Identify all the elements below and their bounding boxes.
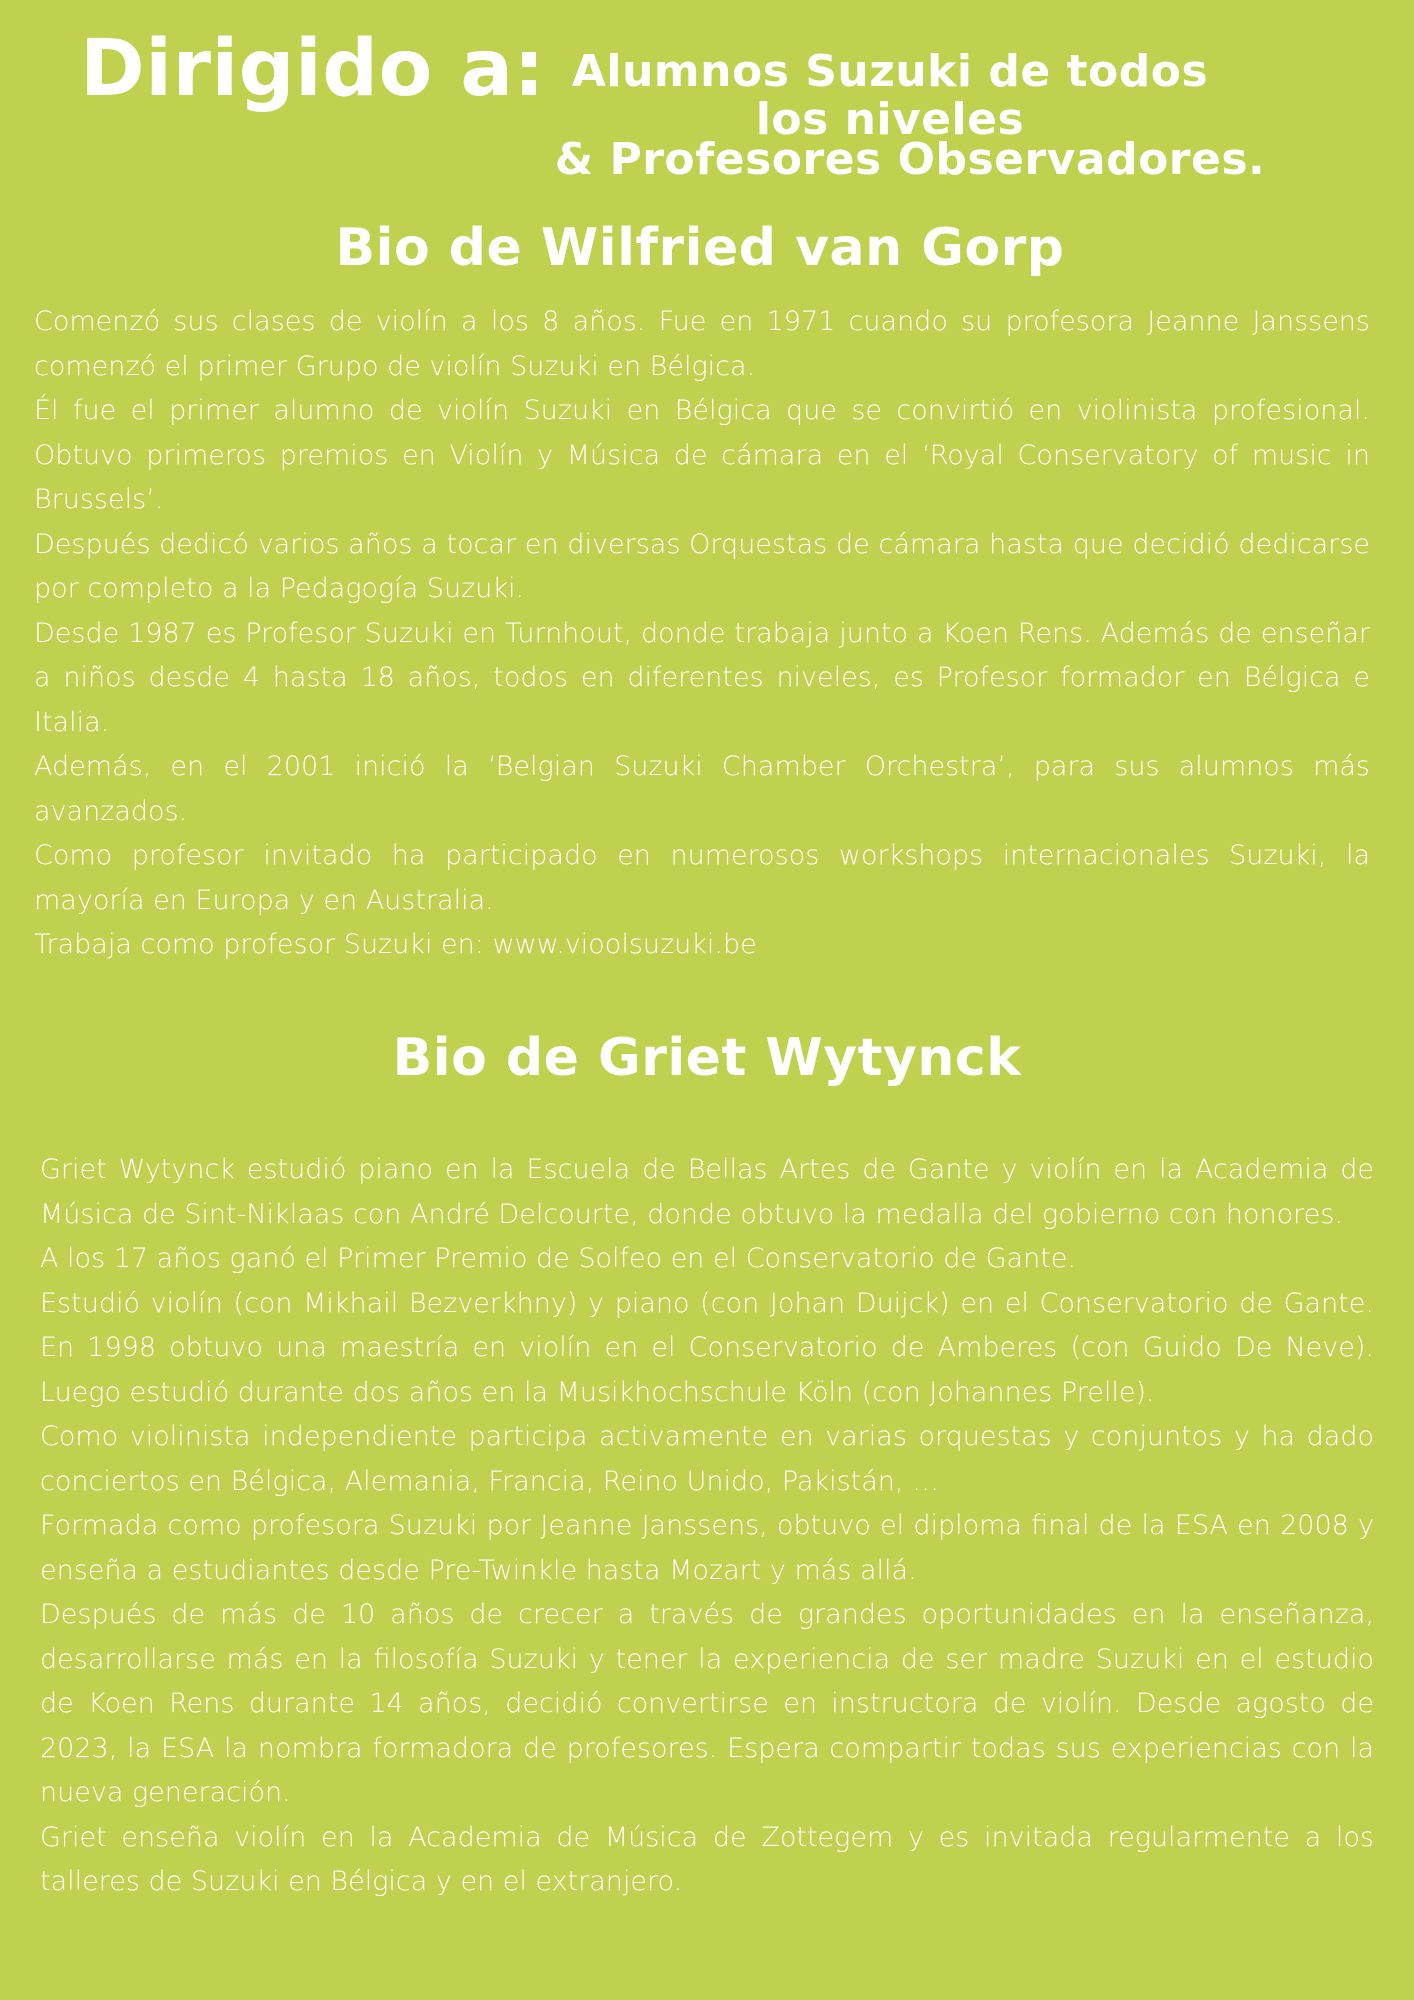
audience-line-1: Alumnos Suzuki de todos los niveles	[571, 46, 1209, 146]
bio-paragraph: Además, en el 2001 inició la ‘Belgian Suzuki Chamber Orchestra’, para sus alumnos más avanzados.	[34, 751, 1370, 827]
bio-paragraph: Como profesor invitado ha participado en numerosos workshops internacionales Suzuki, la mayoría en Europa y en Australia.	[34, 840, 1370, 916]
bio-paragraph: Formada como profesora Suzuki por Jeanne Janssens, obtuvo el diploma final de la ESA en 2008 y enseña a estudiantes desde Pre-Twinkle hasta Mozart y más allá.	[40, 1510, 1374, 1586]
bio-griet-text	[40, 1148, 1374, 1905]
bio-paragraph: Desde 1987 es Profesor Suzuki en Turnhout, donde trabaja junto a Koen Rens. Además de enseñar a niños desde 4 hasta 18 años, todos en diferentes niveles, es Profesor formador en Bélgica e Italia.	[34, 617, 1370, 738]
audience-line-2: & Profesores Observadores.	[554, 134, 1266, 185]
bio-paragraph: Griet Wytynck estudió piano en la Escuela de Bellas Artes de Gante y violín en la Academia de Música de Sint-Niklaas con André Delcourte, donde obtuvo la medalla del gobierno con honores.	[40, 1154, 1374, 1230]
bio-paragraph: Estudió violín (con Mikhail Bezverkhny) y piano (con Johan Duijck) en el Conservatorio de Gante. En 1998 obtuvo una maestría en violín en el Conservatorio de Amberes (con Guido De Neve). Luego estudió durante dos años en la Musikhochschule Köln (con Johannes Prelle).	[40, 1287, 1374, 1408]
bio-paragraph: A los 17 años ganó el Primer Premio de Solfeo en el Conservatorio de Gante.	[40, 1243, 1076, 1274]
bio-griet-title: Bio de Griet Wytynck	[392, 1028, 1022, 1088]
bio-paragraph: Comenzó sus clases de violín a los 8 años. Fue en 1971 cuando su profesora Jeanne Janssens comenzó el primer Grupo de violín Suzuki en Bélgica.	[34, 306, 1370, 382]
bio-wilfried-title: Bio de Wilfried van Gorp	[335, 218, 1065, 278]
bio-paragraph: Griet enseña violín en la Academia de Música de Zottegem y es invitada regularmente a los talleres de Suzuki en Bélgica y en el extranjero.	[40, 1821, 1374, 1897]
bio-paragraph: Como violinista independiente participa activamente en varias orquestas y conjuntos y ha dado conciertos en Bélgica, Alemania, Francia, Reino Unido, Pakistán, …	[40, 1421, 1374, 1497]
bio-paragraph: Él fue el primer alumno de violín Suzuki en Bélgica que se convirtió en violinista profesional. Obtuvo primeros premios en Violín y Música de cámara en el ‘Royal Conservatory of music in Brussels’.	[34, 395, 1370, 515]
bio-paragraph: Después dedicó varios años a tocar en diversas Orquestas de cámara hasta que decidió dedicarse por completo a la Pedagogía Suzuki.	[34, 528, 1370, 604]
dirigido-heading: Dirigido a:	[80, 24, 546, 114]
bio-wilfried-text	[34, 300, 1370, 968]
bio-paragraph-website: Trabaja como profesor Suzuki en: www.vioolsuzuki.be	[34, 929, 757, 960]
bio-paragraph: Después de más de 10 años de crecer a través de grandes oportunidades en la enseñanza, desarrollarse más en la filosofía Suzuki y tener la experiencia de ser madre Suzuki en el estudio de Koen Rens durante 14 años, decidió convertirse en instructora de violín. Desde agosto de 2023, la ESA la nombra formadora de profesores. Espera compartir todas sus experiencias con la nueva generación.	[40, 1599, 1374, 1808]
